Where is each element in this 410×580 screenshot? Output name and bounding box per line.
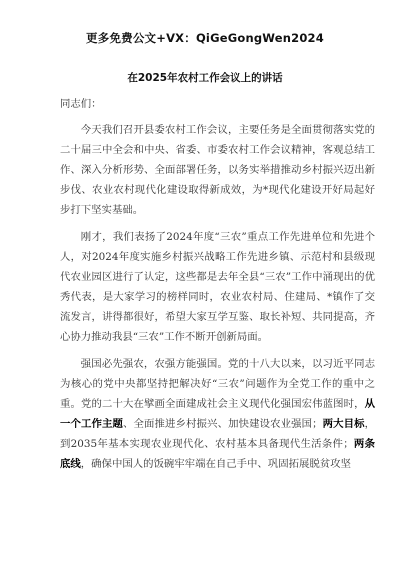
paragraph-1: 今天我们召开县委农村工作会议，主要任务是全面贯彻落实党的二十届三中全会和中央、省委、市委农村工作会议精神，客观总结工作、深入分析形势、全面部署任务，以务实举措推动乡村振兴迈出新步伐、农业农村现代化建设取得新成效，为*现代化建设开好局起好步打下坚实基础。 — [60, 124, 375, 216]
paragraph-3-text-3: ，到2035年基本实现农业现代化、农村基本具备现代生活条件； — [60, 418, 376, 450]
paragraph-2: 刚才，我们表扬了2024年度“三农”重点工作先进单位和先进个人，对2024年度实施乡村振兴战略工作先进乡镇、示范村和县级现代农业园区进行了认定，这些都是去年全县“三农”工作中涌现出的优秀代表，是大家学习的榜样同时，农业农村局、住建局、*镇作了交流发言，讲得都很好，希望大家互学互鉴、取长补短、共同提高，齐心协力推动我县“三农”工作不断开创新局面。 — [60, 231, 375, 343]
paragraph-3-text-2: 、全面推进乡村振兴、加快建设农业强国； — [123, 418, 323, 430]
paragraph-3-bold-1: 从一个工作主题 — [60, 398, 375, 430]
document-body — [60, 94, 375, 481]
paragraph-3-text-1: 强国必先强农，农强方能强国。党的十八大以来，以习近平同志为核心的党中央都坚持把解决好“三农”问题作为全党工作的重中之重。党的二十大在擘画全面建成社会主义现代化强国宏伟蓝图时， — [60, 358, 375, 410]
salutation: 同志们： — [60, 98, 102, 110]
paragraph-3-text-4: ，确保中国人的饭碗牢牢端在自己手中、巩固拓展脱贫攻坚 — [80, 458, 351, 470]
header-watermark: 更多免费公文+VX：QiGeGongWen2024 — [86, 31, 324, 45]
paragraph-3-bold-2: 两大目标 — [322, 418, 365, 430]
paragraph-3-bold-3: 两条底线 — [60, 438, 375, 470]
paragraph-3 — [60, 354, 375, 474]
document-title: 在2025年农村工作会议上的讲话 — [127, 72, 283, 84]
